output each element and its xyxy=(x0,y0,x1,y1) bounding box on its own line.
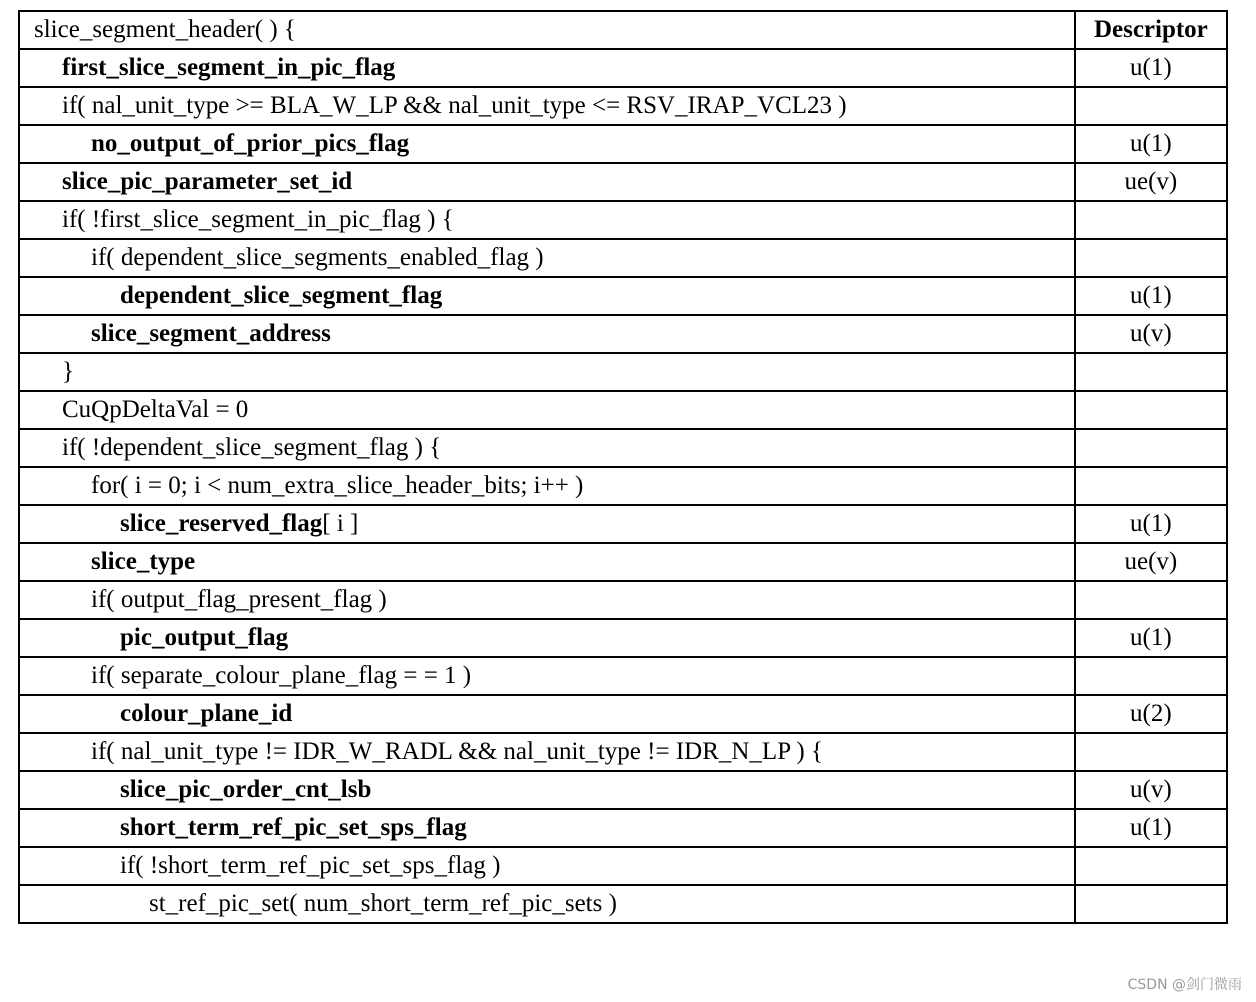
syntax-cell xyxy=(19,201,1075,239)
descriptor-cell xyxy=(1075,733,1227,771)
syntax-element-name: slice_reserved_flag xyxy=(120,510,323,537)
syntax-cell xyxy=(19,467,1075,505)
syntax-cell xyxy=(19,49,1075,87)
table-row xyxy=(19,353,1227,391)
table-row xyxy=(19,315,1227,353)
table-row xyxy=(19,581,1227,619)
table-row xyxy=(19,163,1227,201)
syntax-text: if( !first_slice_segment_in_pic_flag ) { xyxy=(62,206,454,233)
table-row xyxy=(19,201,1227,239)
descriptor-cell: ue(v) xyxy=(1075,163,1227,201)
syntax-cell xyxy=(19,505,1075,543)
syntax-text: if( separate_colour_plane_flag = = 1 ) xyxy=(91,662,472,689)
table-row xyxy=(19,733,1227,771)
descriptor-cell: ue(v) xyxy=(1075,543,1227,581)
syntax-element-name: dependent_slice_segment_flag xyxy=(120,282,443,309)
descriptor-cell: u(1) xyxy=(1075,809,1227,847)
table-row xyxy=(19,809,1227,847)
table-row xyxy=(19,847,1227,885)
syntax-cell xyxy=(19,429,1075,467)
syntax-element-name: slice_pic_order_cnt_lsb xyxy=(120,776,372,803)
syntax-text: if( !dependent_slice_segment_flag ) { xyxy=(62,434,442,461)
syntax-cell xyxy=(19,391,1075,429)
table-row xyxy=(19,771,1227,809)
syntax-cell xyxy=(19,239,1075,277)
syntax-element-name: colour_plane_id xyxy=(120,700,293,727)
descriptor-cell xyxy=(1075,657,1227,695)
syntax-cell xyxy=(19,277,1075,315)
descriptor-cell xyxy=(1075,353,1227,391)
syntax-text: st_ref_pic_set( num_short_term_ref_pic_sets ) xyxy=(149,890,617,917)
descriptor-cell: u(1) xyxy=(1075,619,1227,657)
syntax-element-name: slice_segment_address xyxy=(91,320,331,347)
syntax-cell xyxy=(19,733,1075,771)
syntax-cell xyxy=(19,847,1075,885)
syntax-cell xyxy=(19,809,1075,847)
descriptor-cell: u(1) xyxy=(1075,277,1227,315)
syntax-element-name: pic_output_flag xyxy=(120,624,289,651)
syntax-text: } xyxy=(62,358,74,385)
syntax-element-name: slice_type xyxy=(91,548,196,575)
header-row xyxy=(19,11,1227,49)
table-row xyxy=(19,429,1227,467)
descriptor-cell: u(v) xyxy=(1075,315,1227,353)
syntax-text: if( dependent_slice_segments_enabled_flag ) xyxy=(91,244,544,271)
table-row xyxy=(19,619,1227,657)
table-row xyxy=(19,505,1227,543)
syntax-cell xyxy=(19,543,1075,581)
table-row xyxy=(19,125,1227,163)
syntax-cell xyxy=(19,125,1075,163)
syntax-cell xyxy=(19,657,1075,695)
syntax-cell xyxy=(19,353,1075,391)
syntax-text: for( i = 0; i < num_extra_slice_header_bits; i++ ) xyxy=(91,472,584,499)
syntax-element-name: first_slice_segment_in_pic_flag xyxy=(62,54,396,81)
table-row xyxy=(19,239,1227,277)
descriptor-cell: u(2) xyxy=(1075,695,1227,733)
descriptor-cell: u(1) xyxy=(1075,505,1227,543)
syntax-cell xyxy=(19,163,1075,201)
table-row xyxy=(19,277,1227,315)
descriptor-cell xyxy=(1075,581,1227,619)
syntax-cell xyxy=(19,87,1075,125)
descriptor-cell xyxy=(1075,885,1227,923)
watermark: CSDN @剑门微雨 xyxy=(1127,977,1242,993)
table-row xyxy=(19,467,1227,505)
syntax-cell xyxy=(19,771,1075,809)
syntax-text: if( nal_unit_type != IDR_W_RADL && nal_unit_type != IDR_N_LP ) { xyxy=(91,738,823,765)
syntax-element-name: slice_pic_parameter_set_id xyxy=(62,168,353,195)
descriptor-cell xyxy=(1075,87,1227,125)
syntax-header-cell: slice_segment_header( ) { xyxy=(19,11,1075,49)
descriptor-cell xyxy=(1075,429,1227,467)
syntax-cell xyxy=(19,695,1075,733)
descriptor-cell xyxy=(1075,391,1227,429)
descriptor-cell xyxy=(1075,239,1227,277)
syntax-text: CuQpDeltaVal = 0 xyxy=(62,396,249,423)
table-row xyxy=(19,87,1227,125)
descriptor-cell xyxy=(1075,467,1227,505)
descriptor-cell: u(v) xyxy=(1075,771,1227,809)
descriptor-cell xyxy=(1075,847,1227,885)
syntax-cell xyxy=(19,315,1075,353)
table-body xyxy=(19,11,1227,923)
table-row xyxy=(19,49,1227,87)
table-row xyxy=(19,543,1227,581)
descriptor-cell: u(1) xyxy=(1075,125,1227,163)
table-row xyxy=(19,657,1227,695)
table-row xyxy=(19,391,1227,429)
syntax-text: if( !short_term_ref_pic_set_sps_flag ) xyxy=(120,852,501,879)
syntax-element-name: short_term_ref_pic_set_sps_flag xyxy=(120,814,467,841)
descriptor-cell: u(1) xyxy=(1075,49,1227,87)
syntax-element-name: no_output_of_prior_pics_flag xyxy=(91,130,410,157)
descriptor-header-cell: Descriptor xyxy=(1075,11,1227,49)
syntax-cell xyxy=(19,619,1075,657)
table-row xyxy=(19,885,1227,923)
syntax-text: if( nal_unit_type >= BLA_W_LP && nal_unit_type <= RSV_IRAP_VCL23 ) xyxy=(62,92,847,119)
descriptor-cell xyxy=(1075,201,1227,239)
syntax-table xyxy=(18,10,1228,924)
syntax-text: if( output_flag_present_flag ) xyxy=(91,586,387,613)
syntax-text: [ i ] xyxy=(322,510,359,537)
syntax-cell xyxy=(19,885,1075,923)
table-row xyxy=(19,695,1227,733)
syntax-cell xyxy=(19,581,1075,619)
